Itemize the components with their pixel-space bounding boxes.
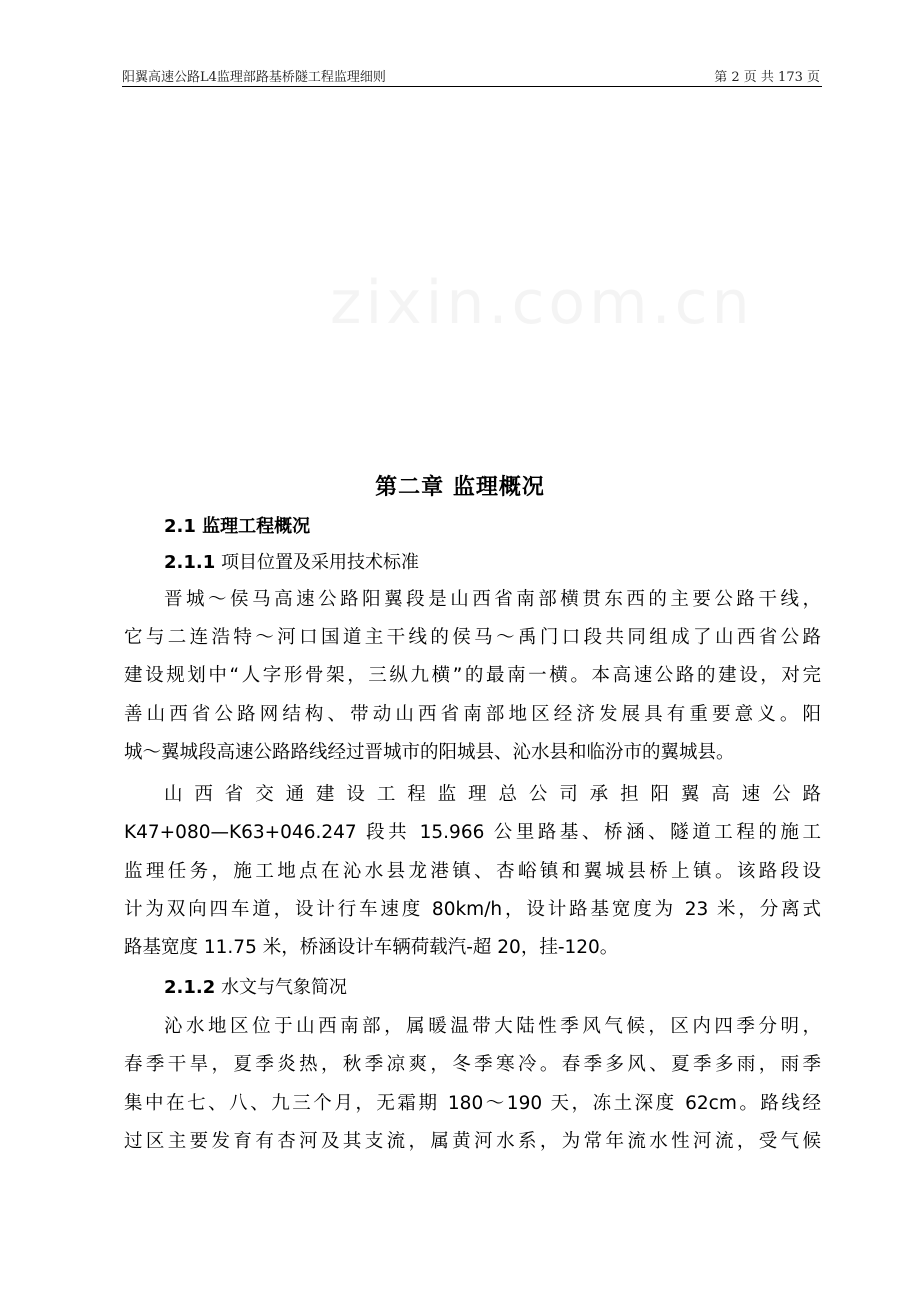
paragraph-2-line: 监理任务，施工地点在沁水县龙港镇、杏峪镇和翼城县桥上镇。该路段设: [124, 861, 821, 882]
section-heading-2-1: 2.1 监理工程概况: [164, 516, 311, 537]
paragraph-3-line: 集中在七、八、九三个月，无霜期 180～190 天，冻土深度 62cm。路线经: [124, 1093, 821, 1114]
paragraph-3-line: 沁水地区位于山西南部，属暖温带大陆性季风气候，区内四季分明，: [164, 1016, 821, 1037]
paragraph-1-line: 它与二连浩特～河口国道主干线的侯马～禹门口段共同组成了山西省公路: [124, 627, 821, 648]
section-number: 2.1.2: [164, 977, 216, 998]
chapter-title: 第二章 监理概况: [375, 475, 545, 500]
watermark: [330, 268, 754, 338]
page-number: 第 2 页 共 173 页: [714, 70, 820, 85]
paragraph-3-line: 过区主要发育有杏河及其支流，属黄河水系，为常年流水性河流，受气候: [124, 1131, 821, 1152]
paragraph-2-line: K47+080—K63+046.247 段共 15.966 公里路基、桥涵、隧道工程的施工: [124, 822, 821, 843]
paragraph-2-line: 山 西 省 交 通 建 设 工 程 监 理 总 公 司 承 担 阳 翼 高 速 公 路: [164, 784, 821, 805]
section-number: 2.1.1: [164, 552, 216, 573]
paragraph-2-line: 路基宽度 11.75 米，桥涵设计车辆荷载汽-超 20，挂-120。: [124, 937, 619, 958]
section-heading-2-1-2: [164, 973, 347, 999]
document-title: 阳翼高速公路L4监理部路基桥隧工程监理细则: [122, 70, 386, 85]
section-title: 水文与气象简况: [220, 977, 347, 998]
section-heading-2-1-1: [164, 548, 419, 574]
paragraph-1-line: 建设规划中“人字形骨架，三纵九横”的最南一横。本高速公路的建设，对完: [124, 665, 821, 686]
paragraph-1-line: 善山西省公路网结构、带动山西省南部地区经济发展具有重要意义。阳: [124, 704, 821, 725]
page-header: [122, 64, 822, 87]
paragraph-1-line: 晋城～侯马高速公路阳翼段是山西省南部横贯东西的主要公路干线，: [164, 589, 821, 610]
paragraph-1-line: 城～翼城段高速公路路线经过晋城市的阳城县、沁水县和临汾市的翼城县。: [124, 742, 735, 763]
paragraph-3-line: 春季干旱，夏季炎热，秋季凉爽，冬季寒冷。春季多风、夏季多雨，雨季: [124, 1054, 821, 1075]
section-title: 项目位置及采用技术标准: [220, 552, 419, 573]
paragraph-2-line: 计为双向四车道，设计行车速度 80km/h，设计路基宽度为 23 米，分离式: [124, 899, 821, 920]
